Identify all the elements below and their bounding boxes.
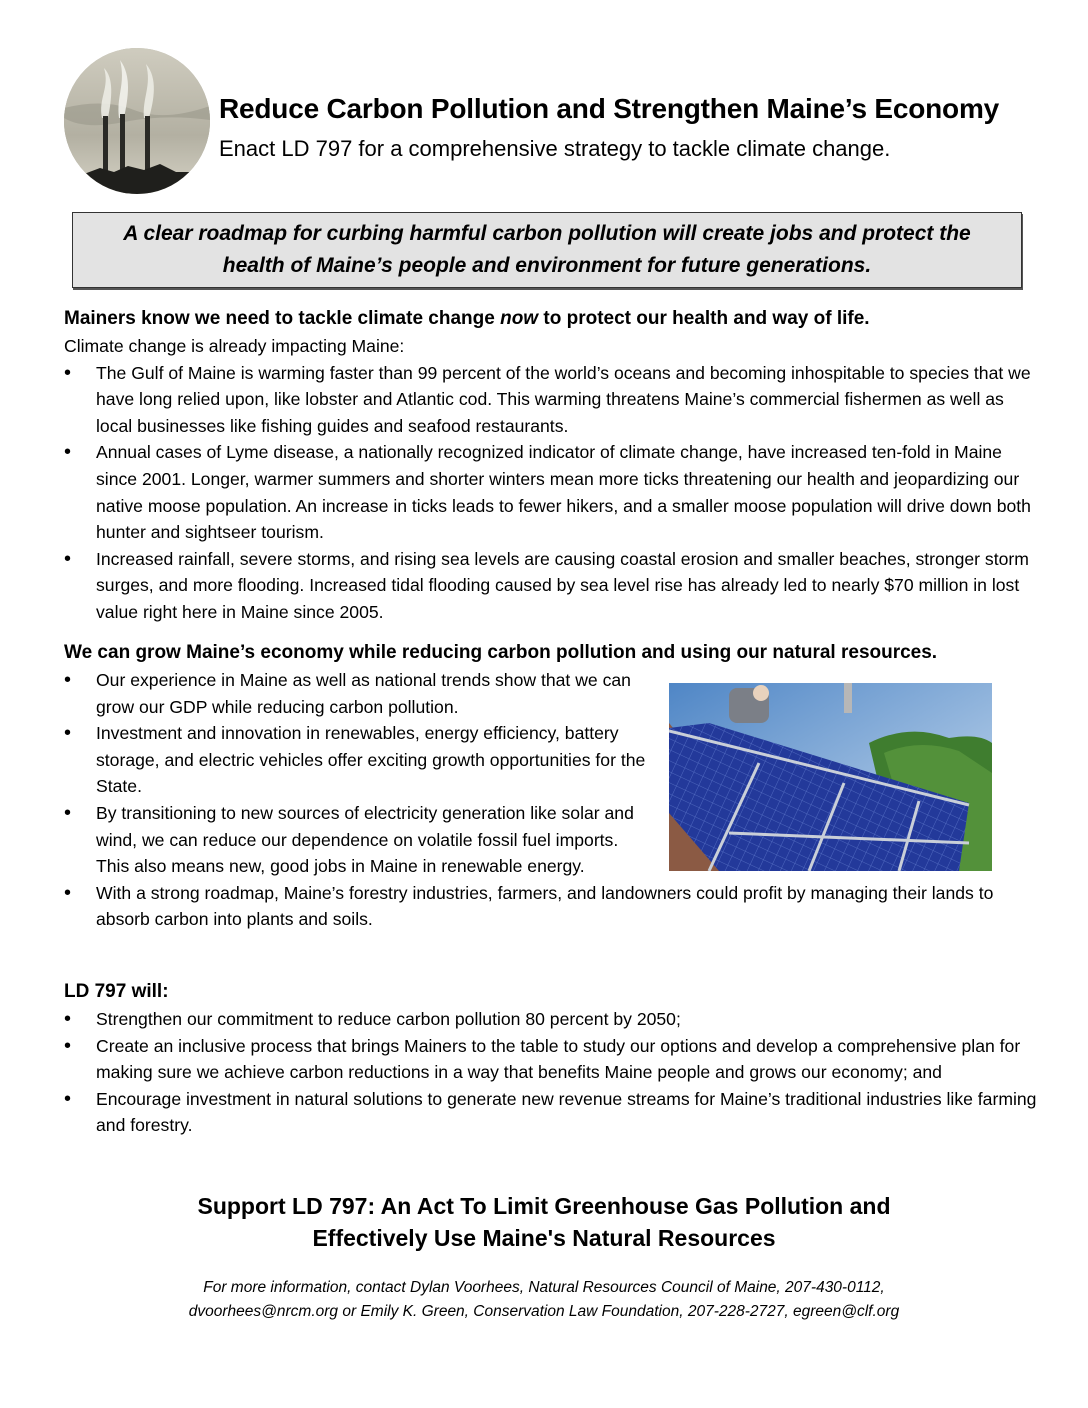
list-item: • Our experience in Maine as well as national trends show that we can grow our GDP while reducing carbon pollution. [64, 667, 656, 720]
contact-info [0, 1276, 1088, 1324]
page-title: Reduce Carbon Pollution and Strengthen Maine’s Economy [219, 93, 1000, 124]
callout-line-1: A clear roadmap for curbing harmful carbon pollution will create jobs and protect the [123, 222, 971, 245]
list-item: • With a strong roadmap, Maine’s forestry industries, farmers, and landowners could profit by managing their lands to absorb carbon into plants and soils. [64, 880, 1040, 933]
solar-panels-icon [669, 683, 992, 871]
heading-text: to protect our health and way of life. [538, 308, 870, 329]
list-item: • Increased rainfall, severe storms, and rising sea levels are causing coastal erosion and smaller beaches, stronger storm surges, and more flooding. Increased tidal flooding caused by sea level rise has already led to nearly $70 million in lost value right here in Maine since 2005. [64, 546, 1040, 626]
email-link-nrcm[interactable]: dvoorhees@nrcm.org [188, 1303, 339, 1320]
section-intro: Climate change is already impacting Maine: [64, 336, 405, 356]
smokestacks-logo-image [64, 48, 210, 194]
support-statement [0, 1190, 1088, 1254]
smokestacks-icon [64, 48, 210, 194]
solar-panels-image [669, 683, 992, 871]
section-heading [64, 305, 1040, 333]
contact-text: or Emily K. Green, Conservation Law Foundation, 207-228-2727, [338, 1303, 793, 1320]
heading-text: Mainers know we need to tackle climate change [64, 308, 501, 329]
section-ld797-will [64, 978, 1040, 1139]
list-item: • Strengthen our commitment to reduce carbon pollution 80 percent by 2050; [64, 1006, 1040, 1033]
contact-line-2 [0, 1300, 1088, 1324]
support-line-2: Effectively Use Maine's Natural Resources [312, 1225, 776, 1251]
support-line-1: Support LD 797: An Act To Limit Greenhouse Gas Pollution and [197, 1193, 891, 1219]
list-item: • Annual cases of Lyme disease, a nationally recognized indicator of climate change, have increased ten-fold in Maine since 2001. Longer, warmer summers and shorter winters mean more ticks threatening our health and jeopardizing our native moose population. An increase in ticks leads to fewer hikers, and a smaller moose population will drive down both hunter and sightseer tourism. [64, 439, 1040, 545]
bullet-list [64, 360, 1040, 626]
section-climate-impacts [64, 305, 1040, 626]
section-heading: LD 797 will: [64, 981, 169, 1002]
section-heading: We can grow Maine’s economy while reducing carbon pollution and using our natural resources. [64, 642, 938, 663]
list-item: • By transitioning to new sources of electricity generation like solar and wind, we can reduce our dependence on volatile fossil fuel imports. This also means new, good jobs in Maine in renewable energy. [64, 800, 656, 880]
heading-emphasis: now [500, 308, 539, 329]
bullet-list [64, 1006, 1040, 1139]
callout-box [72, 212, 1022, 288]
list-item: • Encourage investment in natural solutions to generate new revenue streams for Maine’s traditional industries like farming and forestry. [64, 1086, 1040, 1139]
page-subtitle: Enact LD 797 for a comprehensive strategy to tackle climate change. [219, 136, 891, 161]
contact-line-1: For more information, contact Dylan Voorhees, Natural Resources Council of Maine, 207-430-0112, [203, 1279, 885, 1296]
callout-line-2: health of Maine’s people and environment for future generations. [222, 254, 872, 277]
email-link-clf[interactable]: egreen@clf.org [792, 1303, 900, 1320]
list-item: • Investment and innovation in renewables, energy efficiency, battery storage, and electric vehicles offer exciting growth opportunities for the State. [64, 720, 656, 800]
list-item: • Create an inclusive process that brings Mainers to the table to study our options and develop a comprehensive plan for making sure we achieve carbon reductions in a way that benefits Maine people and grows our economy; and [64, 1033, 1040, 1086]
list-item: • The Gulf of Maine is warming faster than 99 percent of the world’s oceans and becoming inhospitable to species that we have long relied upon, like lobster and Atlantic cod. This warming threatens Maine’s commercial fishermen as well as local businesses like fishing guides and seafood restaurants. [64, 360, 1040, 440]
